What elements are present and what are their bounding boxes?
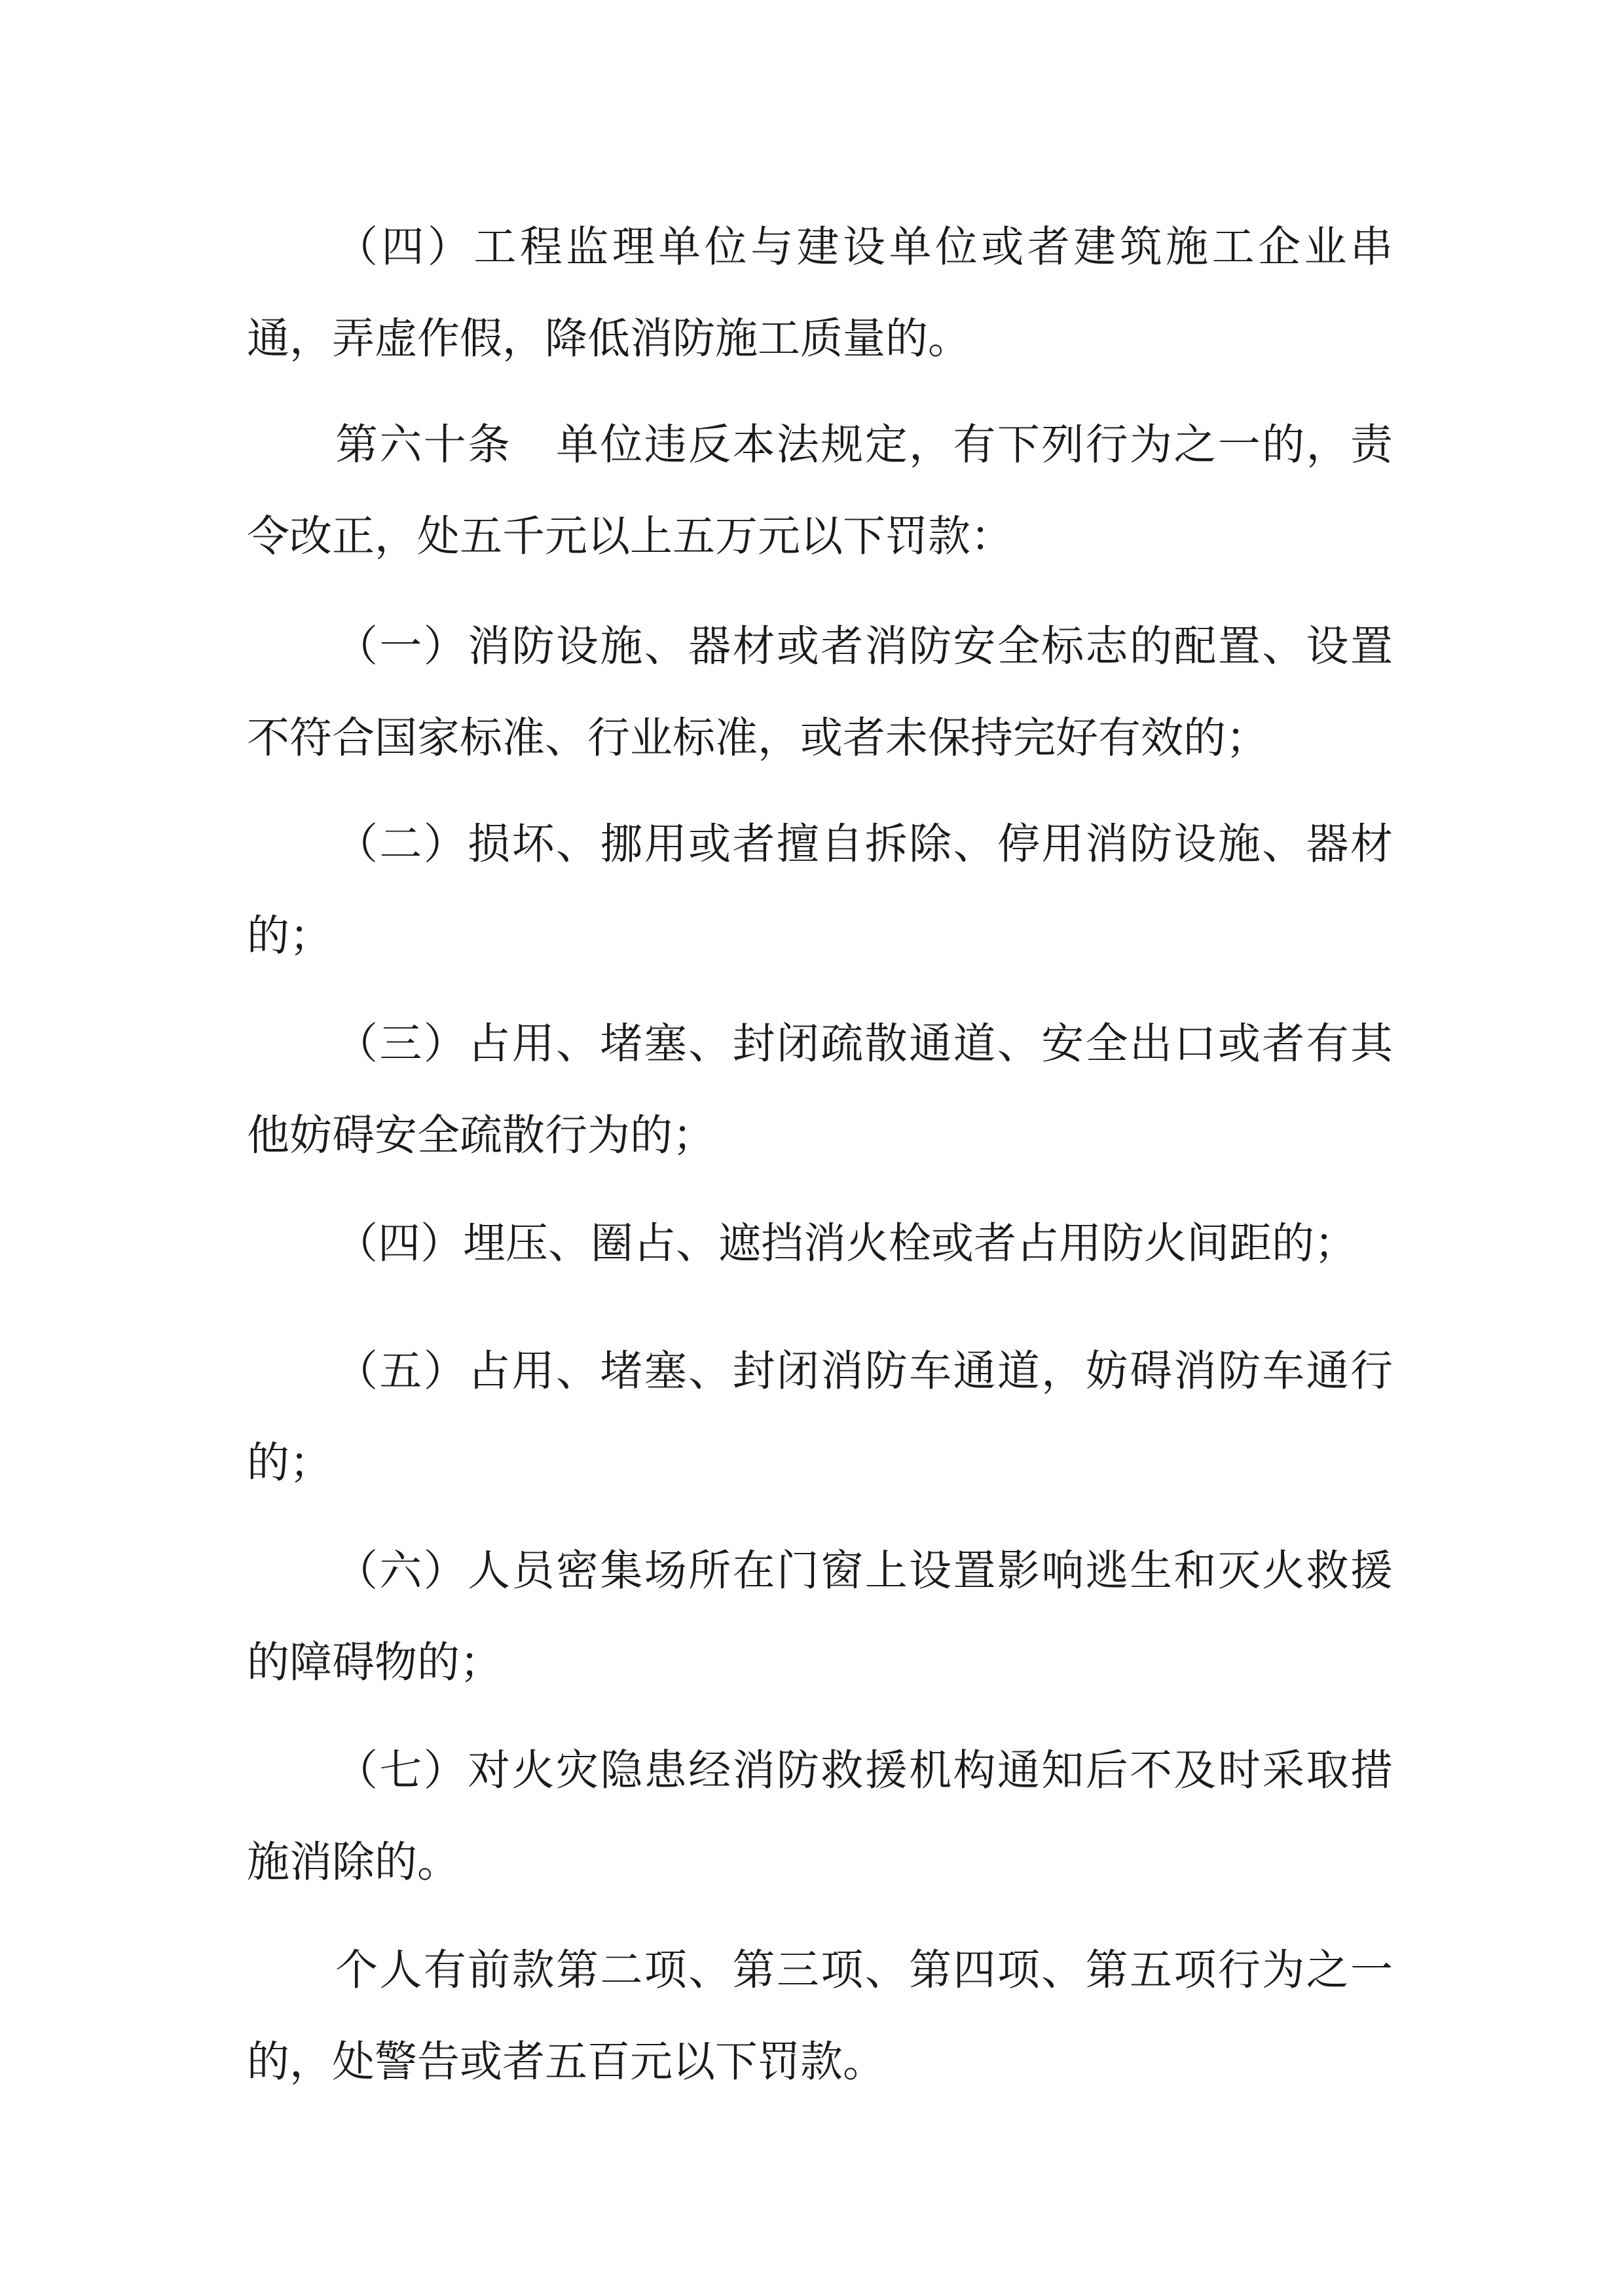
paragraph-item-3: （三）占用、堵塞、封闭疏散通道、安全出口或者有其他妨碍安全疏散行为的；	[247, 1019, 1393, 1160]
paragraph-item-7: （七）对火灾隐患经消防救援机构通知后不及时采取措施消除的。	[247, 1746, 1393, 1887]
paragraph-item-1: （一）消防设施、器材或者消防安全标志的配置、设置不符合国家标准、行业标准，或者未保持完好有效的；	[247, 622, 1393, 763]
paragraph-article-60: 第六十条 单位违反本法规定，有下列行为之一的，责令改正，处五千元以上五万元以下罚款：	[247, 420, 1393, 561]
paragraph-item-4: （四）埋压、圈占、遮挡消火栓或者占用防火间距的；	[335, 1219, 1357, 1268]
paragraph-item-6: （六）人员密集场所在门窗上设置影响逃生和灭火救援的障碍物的；	[247, 1546, 1393, 1687]
paragraph-item-4-supervision: （四）工程监理单位与建设单位或者建筑施工企业串通，弄虚作假，降低消防施工质量的。	[247, 223, 1393, 363]
paragraph-item-5: （五）占用、堵塞、封闭消防车通道，妨碍消防车通行的；	[247, 1347, 1393, 1487]
paragraph-item-2: （二）损坏、挪用或者擅自拆除、停用消防设施、器材的；	[247, 820, 1393, 960]
paragraph-individual-penalty: 个人有前款第二项、第三项、第四项、第五项行为之一的，处警告或者五百元以下罚款。	[247, 1946, 1393, 2086]
